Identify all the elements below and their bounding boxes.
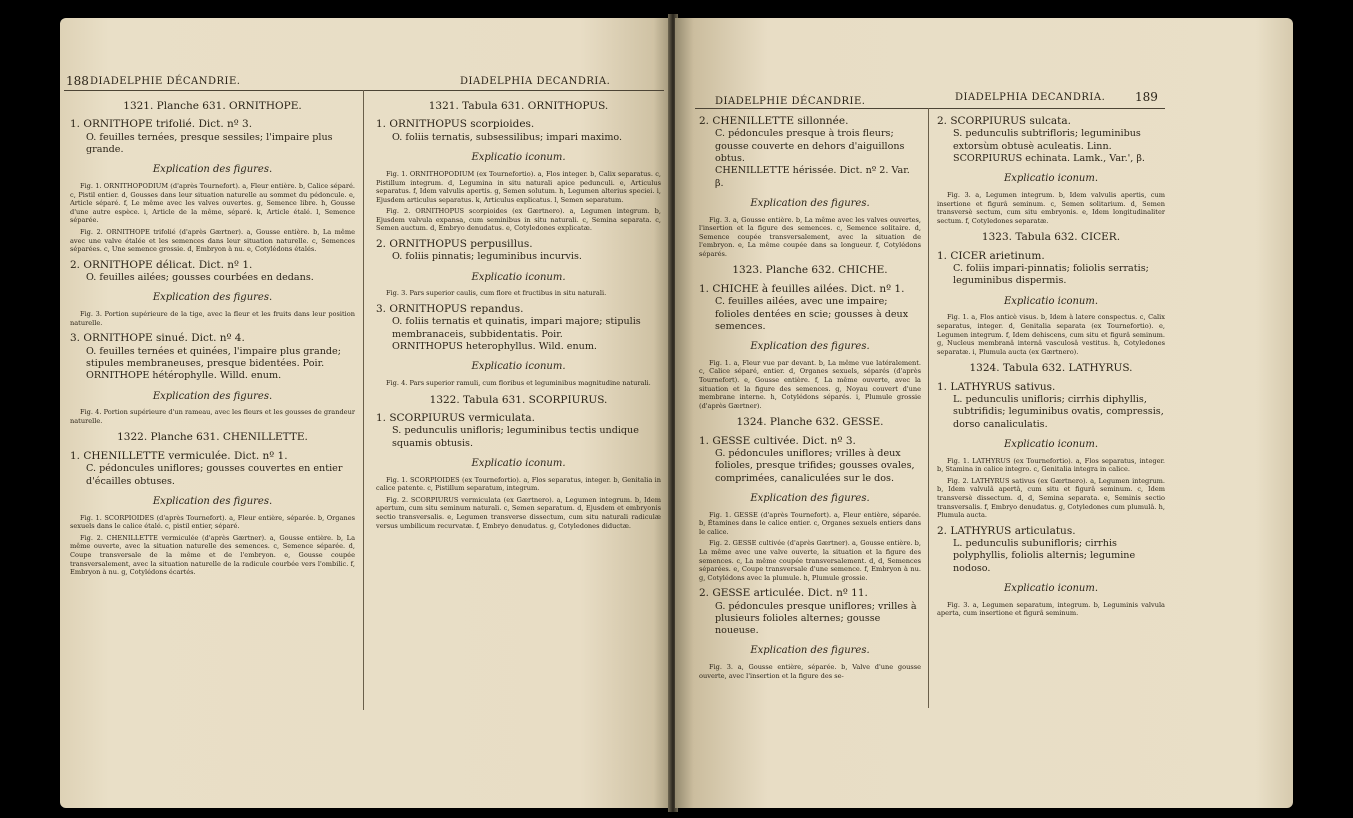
species-description: O. foliis pinnatis; leguminibus incurvis.	[392, 251, 582, 263]
figure-caption: Fig. 1. a, Fleur vue par devant. b, La même vue latéralement. c, Calice séparé, entier. d, Organes sexuels, séparés (d'après Tournefort). e, Gousse entière. f, La même ouverte, avec la situation et la figure des semences. g, Noyau couvert d'une membrane interne. h, Cotylédons séparés. i, Plumule grossie (d'après Gærtner).	[699, 358, 921, 410]
figure-caption: Fig. 1. ORNITHOPODIUM (ex Tournefortio). a, Flos integer. b, Calix separatus. c, Pistillum integrum. d, Legumina in situ naturali apice pedunculi. e, Articulus separatus. f, Idem valvulis apertis. g, Semen solutum. h, Legumen alterius speciei. i, Ejusdem articulus separatus. k, Articulus explicatus. l, Semen separatum.	[376, 169, 661, 204]
explanation-heading: Explicatio iconum.	[471, 271, 566, 283]
figure-caption: Fig. 1. GESSE (d'après Tournefort). a, Fleur entière, séparée. b, Étamines dans le calice entier. c, Organes sexuels entiers dans le calice.	[699, 510, 921, 536]
section-title: 1324. Tabula 632. LATHYRUS.	[969, 362, 1133, 375]
species-heading: 1. ORNITHOPE trifolié. Dict. nº 3.	[70, 118, 253, 131]
species-description: O. feuilles ternées et quinées, l'impaire plus grande; stipules membraneuses, presque bidentées. Poir.	[86, 345, 341, 370]
figure-caption: Fig. 1. ORNITHOPODIUM (d'après Tournefort). a, Fleur entière. b, Calice séparé. c, Pistil entier. d, Gousses dans leur situation naturelle au sommet du pédoncule. e, Article séparé. f, Le même avec les valves ouvertes. g, Semence libre. h, Gousse d'une autre espèce. i, Article de la même, séparé. k, Article étalé. l, Semence séparée.	[70, 182, 355, 225]
figure-caption: Fig. 3. a, Gousse entière, séparée. b, Valve d'une gousse ouverte, avec l'insertion et la figure des se-	[699, 663, 921, 680]
species-heading: 2. CHENILLETTE sillonnée.	[699, 115, 849, 127]
explanation-heading: Explicatio iconum.	[1003, 438, 1099, 450]
species-heading: 2. ORNITHOPUS perpusillus.	[376, 237, 533, 250]
left-page	[60, 18, 672, 808]
right-page	[675, 18, 1293, 808]
figure-caption: Fig. 2. ORNITHOPUS scorpioides (ex Gærtnero). a, Legumen integrum. b, Ejusdem valvula expansa, cum seminibus in situ naturali. c, Semina separata. c, Semen auctum. d, Embryo denudatus. e, Cotyledones explicatæ.	[376, 207, 661, 233]
explanation-heading: Explication des figures.	[152, 292, 273, 304]
species-description: L. pedunculis unifloris; cirrhis diphyllis, subtrifidis; leguminibus ovatis, compressis, dorso canaliculatis.	[953, 394, 1164, 430]
figure-caption: Fig. 3. a, Gousse entière. b, La même avec les valves ouvertes, l'insertion et la figure des semences. c, Semence solitaire. d, Semence coupée transversalement, avec la situation de l'embryon. e, La même coupée dans sa longueur. f, Cotylédons séparés.	[699, 215, 921, 258]
species-heading: 1. CHICHE à feuilles ailées. Dict. nº 1.	[699, 282, 905, 295]
explanation-heading: Explication des figures.	[750, 197, 870, 209]
figure-caption: Fig. 1. a, Flos anticè visus. b, Idem à latere conspectus. c, Calix separatus, integer. d, Genitalia separata (ex Tournefortio). e, Legumen integrum. f, Idem dehiscens, cum situ et figurâ seminum. g, Nucleus membranâ internâ vasculosâ vestitus. h, Cotyledones separatæ. i, Plumula aucta (ex Gærtnero).	[937, 313, 1165, 356]
explanation-heading: Explicatio iconum.	[471, 152, 566, 164]
figure-caption: Fig. 2. GESSE cultivée (d'après Gærtner). a, Gousse entière. b, La même avec une valve ouverte, la situation et la figure des semences. c, La même coupée transversalement. d, d, Semences séparées. e, Coupe transversale d'une semence. f, Embryon à nu. g, Cotylédons avec la plumule. h, Plumule grossie.	[699, 539, 921, 582]
explanation-heading: Explication des figures.	[750, 492, 870, 504]
explanation-heading: Explication des figures.	[152, 390, 273, 402]
species-heading: 2. GESSE articulée. Dict. nº 11.	[699, 587, 868, 600]
species-heading: 1. GESSE cultivée. Dict. nº 3.	[699, 434, 856, 447]
explanation-heading: Explication des figures.	[152, 495, 273, 507]
section-title: 1322. Planche 631. CHENILLETTE.	[117, 431, 308, 444]
figure-caption: Fig. 2. LATHYRUS sativus (ex Gærtnero). a, Legumen integrum. b, Idem valvulâ apertâ, cum situ et figurâ seminum. c, Idem transversè dissectum. d, d, Semina separata. e, Seminis sectio transversalis. f, Embryo denudatus. g, Cotyledones cum plumulâ. h, Plumula aucta.	[937, 476, 1165, 520]
figure-caption: Fig. 3. a, Legumen integrum. b, Idem valvulis apertis, cum insertione et figurâ seminum. c, Semen solitarium. d, Semen transversè sectum, cum situ embryonis. e, Idem longitudinaliter sectum. f, Cotyledones separatæ.	[937, 191, 1165, 225]
species-heading: 1. CHENILLETTE vermiculée. Dict. nº 1.	[70, 449, 288, 462]
explanation-heading: Explicatio iconum.	[1003, 582, 1099, 594]
explanation-heading: Explication des figures.	[750, 645, 870, 657]
species-heading: 2. LATHYRUS articulatus.	[937, 524, 1076, 537]
figure-caption: Fig. 3. Pars superior caulis, cum flore et fructibus in situ naturali.	[386, 289, 607, 298]
figure-caption: Fig. 2. CHENILLETTE vermiculée (d'après Gærtner). a, Gousse entière. b, La même ouverte, avec la situation naturelle des semences. c, Semence séparée. d, Coupe transversale de la même et de l'embryon. e, Gousse coupée transversalement, avec la situation naturelle de la radicule courbée vers l'ombilic. f, Embryon à nu. g, Cotylédons écartés.	[70, 533, 355, 577]
section-title: 1323. Planche 632. CHICHE.	[732, 264, 888, 277]
section-title: 1324. Planche 632. GESSE.	[736, 416, 884, 429]
species-description: C. foliis impari-pinnatis; foliolis serratis; leguminibus dispermis.	[953, 263, 1149, 287]
species-heading: 1. CICER arietinum.	[937, 249, 1045, 262]
figure-caption: Fig. 1. SCORPIOIDES (d'après Tournefort). a, Fleur entière, séparée. b, Organes sexuels dans le calice étalé. c, pistil entier, séparé.	[70, 513, 355, 531]
species-heading: 2. ORNITHOPE délicat. Dict. nº 1.	[70, 258, 253, 271]
species-description: C. feuilles ailées, avec une impaire; folioles dentées en scie; gousses à deux semences.	[715, 296, 909, 332]
explanation-heading: Explication des figures.	[152, 164, 273, 176]
synonym: CHENILLETTE hérissée. Dict. nº 2. Var. β.	[715, 165, 910, 189]
species-heading: 2. SCORPIURUS sulcata.	[937, 115, 1071, 127]
figure-caption: Fig. 4. Portion supérieure d'un rameau, avec les fleurs et les gousses de grandeur naturelle.	[70, 408, 355, 425]
species-description: S. pedunculis unifloris; leguminibus tectis undique squamis obtusis.	[392, 425, 639, 449]
running-head-french: DIADELPHIE DÉCANDRIE.	[715, 96, 866, 107]
french-column	[70, 94, 355, 580]
species-heading: 3. ORNITHOPUS repandus.	[376, 302, 524, 315]
column-divider	[928, 108, 929, 708]
figure-caption: Fig. 1. SCORPIOIDES (ex Tournefortio). a, Flos separatus, integer. b, Genitalia in calice patente. c, Pistillum separatum, integrum.	[376, 475, 661, 493]
species-description: O. foliis ternatis et quinatis, impari majore; stipulis membranaceis, subbidentatis. Poir.	[392, 316, 641, 340]
species-description: G. pédoncules uniflores; vrilles à deux folioles, presque trifides; gousses ovales, comprimées, canaliculées sur le dos.	[715, 448, 915, 484]
species-heading: 3. ORNITHOPE sinué. Dict. nº 4.	[70, 332, 245, 345]
latin-column	[376, 94, 661, 533]
column-divider	[363, 90, 364, 710]
synonym: ORNITHOPUS heterophyllus. Wild. enum.	[392, 340, 597, 352]
explanation-heading: Explicatio iconum.	[471, 457, 566, 469]
species-heading: 1. LATHYRUS sativus.	[937, 380, 1056, 393]
running-head-latin: DIADELPHIA DECANDRIA.	[955, 92, 1106, 103]
figure-caption: Fig. 2. ORNITHOPE trifolié (d'après Gærtner). a, Gousse entière. b, La même avec une valve étalée et les semences dans leur situation naturelle. c, Semences séparées. c, Une semence grossie. d, Embryon à nu. e, Cotylédons étalés.	[70, 228, 355, 254]
synonym: SCORPIURUS echinata. Lamk., Var.', β.	[953, 152, 1145, 164]
section-title: 1321. Tabula 631. ORNITHOPUS.	[428, 100, 609, 112]
species-heading: 1. SCORPIURUS vermiculata.	[376, 411, 536, 424]
species-description: L. pedunculis subunifloris; cirrhis polyphyllis, foliolis alternis; legumine nodoso.	[953, 538, 1136, 574]
figure-caption: Fig. 2. SCORPIURUS vermiculata (ex Gærtnero). a, Legumen integrum. b, Idem apertum, cum situ seminum naturali. c, Semen separatum. d, Ejusdem et embryonis sectio transversalis. e, Legumen transverse dissectum, cum situ naturali radiculæ versus umbilicum recurvatæ. f, Embryo denudatus. g, Cotyledones diductæ.	[376, 495, 661, 530]
section-title: 1321. Planche 631. ORNITHOPE.	[123, 100, 302, 112]
species-description: C. pédoncules uniflores; gousses couvertes en entier d'écailles obtuses.	[86, 463, 343, 487]
section-title: 1322. Tabula 631. SCORPIURUS.	[429, 393, 608, 406]
species-description: C. pédoncules presque à trois fleurs; gousse couverte en dehors d'aiguillons obtus.	[715, 128, 905, 164]
explanation-heading: Explicatio iconum.	[1003, 295, 1099, 307]
header-rule	[695, 108, 1165, 109]
synonym: ORNITHOPE hétérophylle. Willd. enum.	[86, 370, 282, 382]
species-description: O. feuilles ailées; gousses courbées en dedans.	[86, 272, 314, 284]
figure-caption: Fig. 3. a, Legumen separatum, integrum. b, Leguminis valvula aperta, cum insertione et figurâ seminum.	[937, 600, 1165, 618]
explanation-heading: Explicatio iconum.	[471, 361, 566, 373]
species-description: G. pédoncules presque uniflores; vrilles à plusieurs folioles alternes; gousse noueuse.	[715, 600, 917, 637]
explanation-heading: Explicatio iconum.	[1003, 173, 1099, 185]
running-head-latin: DIADELPHIA DECANDRIA.	[460, 76, 611, 87]
page-number-right: 189	[1135, 90, 1158, 104]
running-head-french: DIADELPHIE DÉCANDRIE.	[90, 76, 241, 87]
french-column	[699, 110, 921, 683]
section-title: 1323. Tabula 632. CICER.	[981, 231, 1121, 244]
species-description: O. feuilles ternées, presque sessiles; l'impaire plus grande.	[86, 131, 333, 156]
header-rule	[64, 90, 664, 91]
page-number-left: 188	[66, 74, 89, 88]
explanation-heading: Explication des figures.	[750, 341, 870, 353]
latin-column	[937, 110, 1165, 621]
species-heading: 1. ORNITHOPUS scorpioides.	[376, 118, 535, 131]
species-description: O. foliis ternatis, subsessilibus; impari maximo.	[392, 131, 623, 143]
figure-caption: Fig. 3. Portion supérieure de la tige, avec la fleur et les fruits dans leur position naturelle.	[70, 310, 355, 327]
figure-caption: Fig. 1. LATHYRUS (ex Tournefortio). a, Flos separatus, integer. b, Stamina in calice integro. c, Genitalia integra in calice.	[937, 456, 1165, 474]
species-description: S. pedunculis subtrifloris; leguminibus extorsùm obtusè aculeatis. Linn.	[953, 128, 1141, 152]
figure-caption: Fig. 4. Pars superior ramuli, cum floribus et leguminibus magnitudine naturali.	[386, 378, 651, 387]
